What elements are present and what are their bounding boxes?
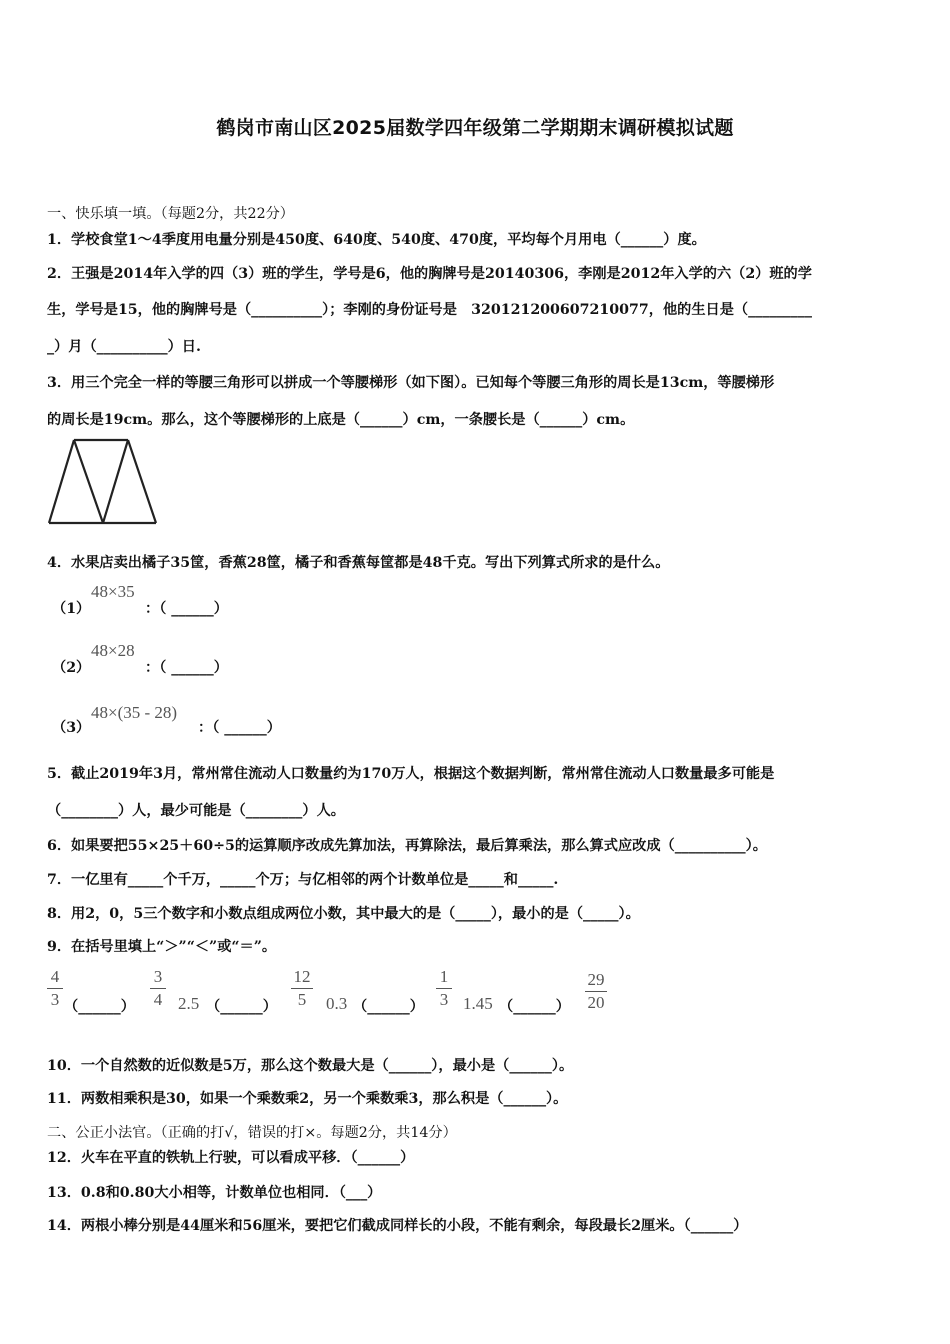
question-4-1-label: （1） [52,601,91,617]
question-11: 11．两数相乘积是30，如果一个乘数乘2，另一个乘数乘3，那么积是（______）。 [47,1091,568,1107]
question-4-1-expression: 48×35 [91,582,135,601]
question-14: 14．两根小棒分别是44厘米和56厘米，要把它们截成同样长的小段，不能有剩余，每段最长2厘米。（______） [47,1218,748,1234]
fraction-4-3: 4 3 [47,967,63,1010]
section-1-heading: 一、快乐填一填。（每题2分，共22分） [47,206,294,222]
value-1-45: 1.45 [463,994,493,1013]
triangle-divider-right [103,440,128,523]
value-0-3: 0.3 [326,994,348,1013]
comparison-blank-2: （______） [206,999,277,1015]
question-5-line-1: 5．截止2019年3月，常州常住流动人口数量约为170万人，根据这个数据判断，常州常住流动人口数量最多可能是 [47,766,775,782]
comparison-blank-1: （______） [64,999,135,1015]
question-7: 7．一亿里有_____个千万，_____个万；与亿相邻的两个计数单位是_____和_____. [47,872,559,888]
question-3-line-2: 的周长是19cm。那么，这个等腰梯形的上底是（______）cm，一条腰长是（______）cm。 [47,412,635,428]
question-1: 1．学校食堂1～4季度用电量分别是450度、640度、540度、470度，平均每个月用电（______）度。 [47,232,706,248]
question-4-2-label: （2） [52,660,91,676]
trapezoid-right-leg [128,440,156,523]
question-4: 4．水果店卖出橘子35筐，香蕉28筐，橘子和香蕉每筐都是48千克。写出下列算式所求的是什么。 [47,555,670,571]
trapezoid-figure [46,436,161,528]
comparison-blank-4: （______） [499,999,570,1015]
question-9: 9．在括号里填上“＞”“＜”或“＝”。 [47,939,277,955]
question-4-3-blank: ：（ ______） [198,720,281,736]
question-5-line-2: （________）人，最少可能是（________）人。 [47,803,345,819]
trapezoid-left-leg [49,440,74,523]
question-4-2-expression: 48×28 [91,641,135,660]
question-4-2-blank: ：（ ______） [145,660,228,676]
question-8: 8．用2，0，5三个数字和小数点组成两位小数，其中最大的是（_____），最小的是（_____）。 [47,906,640,922]
question-10: 10．一个自然数的近似数是5万，那么这个数最大是（______），最小是（______）。 [47,1058,574,1074]
question-12: 12．火车在平直的铁轨上行驶，可以看成平移．（______） [47,1150,415,1166]
fraction-12-5: 12 5 [291,967,313,1010]
question-2-line-1: 2．王强是2014年入学的四（3）班的学生，学号是6，他的胸牌号是20140306，李刚是2012年入学的六（2）班的学 [47,266,812,282]
triangle-divider-left [74,440,103,523]
exam-title: 鹤岗市南山区2025届数学四年级第二学期期末调研模拟试题 [216,117,734,139]
section-2-heading: 二、公正小法官。（正确的打√，错误的打×。每题2分，共14分） [47,1125,457,1141]
fraction-29-20: 29 20 [585,970,607,1013]
question-2-line-3: _）月（__________）日. [47,339,201,355]
question-4-3-label: （3） [52,720,91,736]
comparison-blank-3: （______） [353,999,424,1015]
question-4-3-expression: 48×(35 - 28) [91,703,178,722]
fraction-3-4: 3 4 [150,967,166,1010]
question-6: 6．如果要把55×25＋60÷5的运算顺序改成先算加法，再算除法，最后算乘法，那么算式应改成（__________）。 [47,838,767,854]
value-2-5: 2.5 [178,994,200,1013]
question-4-1-blank: ：（ ______） [145,601,228,617]
question-13: 13．0.8和0.80大小相等，计数单位也相同．（___） [47,1185,382,1201]
fraction-1-3: 1 3 [436,967,452,1010]
question-3-line-1: 3．用三个完全一样的等腰三角形可以拼成一个等腰梯形（如下图）。已知每个等腰三角形的周长是13cm，等腰梯形 [47,375,775,391]
question-2-line-2: 生，学号是15，他的胸牌号是（__________）；李刚的身份证号是 320121200607210077，他的生日是（_________ [47,302,812,318]
